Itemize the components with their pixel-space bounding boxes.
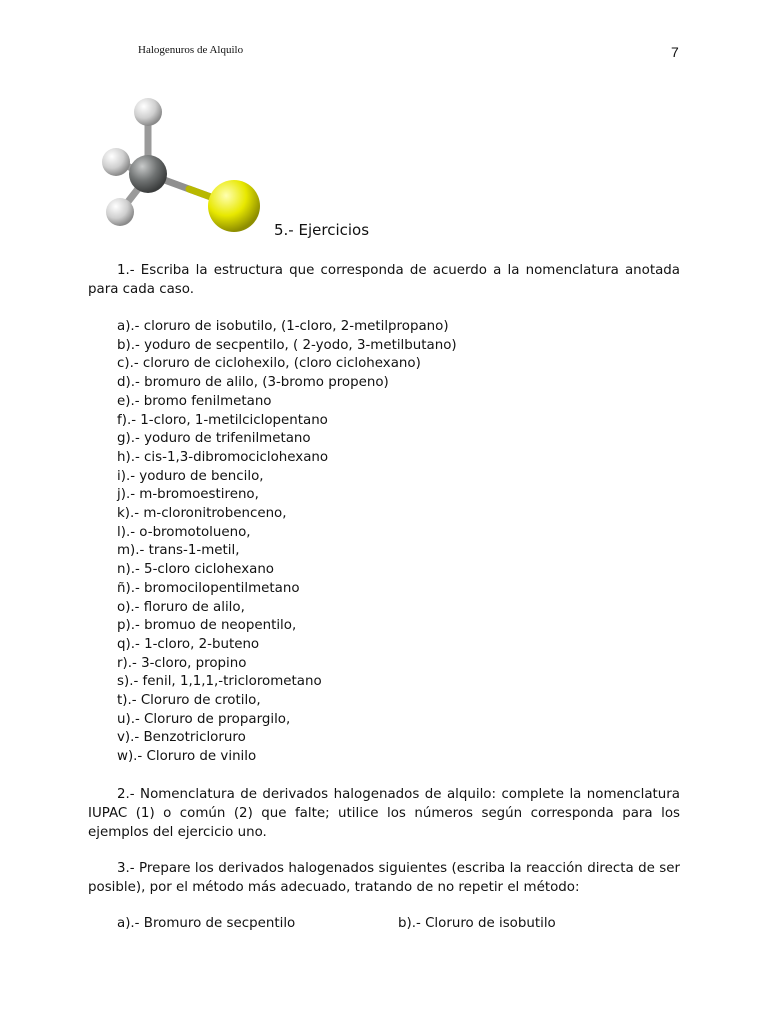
exercise-3-instructions	[88, 859, 680, 897]
list-item: e).- bromo fenilmetano	[117, 393, 272, 409]
exercise-2-instructions	[88, 785, 680, 842]
list-item: u).- Cloruro de propargilo,	[117, 711, 291, 727]
exercise-3-text: 3.- Prepare los derivados halogenados siguientes (escriba la reacción directa de ser posible), por el método más adecuado, tratando de no repetir el método:	[88, 861, 680, 895]
hydrogen-atom-left	[102, 148, 130, 176]
molecule-3d-model	[92, 94, 272, 240]
exercise-1-text: 1.- Escriba la estructura que corresponda de acuerdo a la nomenclatura anotada para cada caso.	[88, 263, 680, 297]
list-item: i).- yoduro de bencilo,	[117, 468, 264, 484]
list-item: q).- 1-cloro, 2-buteno	[117, 636, 260, 652]
exercise-3-option-b: b).- Cloruro de isobutilo	[398, 916, 556, 931]
list-item: t).- Cloruro de crotilo,	[117, 693, 261, 709]
carbon-atom	[129, 155, 167, 193]
list-item: c).- cloruro de ciclohexilo, (cloro ciclohexano)	[117, 356, 421, 372]
list-item: m).- trans-1-metil,	[117, 543, 240, 559]
exercise-3-option-a: a).- Bromuro de secpentilo	[117, 916, 296, 931]
list-item: p).- bromuo de neopentilo,	[117, 618, 297, 634]
exercise-2-text: 2.- Nomenclatura de derivados halogenados de alquilo: complete la nomenclatura IUPAC (1) o común (2) que falte; utilice los números según corresponda para los ejemplos del ejercicio uno.	[88, 787, 680, 840]
list-item: h).- cis-1,3-dibromociclohexano	[117, 449, 329, 465]
list-item: w).- Cloruro de vinilo	[117, 749, 257, 765]
list-item: k).- m-cloronitrobenceno,	[117, 506, 287, 522]
page-number: 7	[671, 44, 679, 60]
list-item: o).- floruro de alilo,	[117, 599, 245, 615]
hydrogen-atom-bottom	[106, 198, 134, 226]
exercise-1-instructions	[88, 261, 680, 299]
list-item: g).- yoduro de trifenilmetano	[117, 431, 311, 447]
header-title: Halogenuros de Alquilo	[138, 44, 244, 56]
list-item: a).- cloruro de isobutilo, (1-cloro, 2-metilpropano)	[117, 319, 449, 334]
list-item: j).- m-bromoestireno,	[117, 487, 259, 503]
halogen-atom	[208, 180, 260, 232]
list-item: l).- o-bromotolueno,	[117, 524, 251, 540]
list-item: f).- 1-cloro, 1-metilciclopentano	[117, 412, 328, 428]
list-item: ñ).- bromocilopentilmetano	[117, 580, 300, 596]
list-item: v).- Benzotricloruro	[117, 730, 246, 746]
list-item: d).- bromuro de alilo, (3-bromo propeno)	[117, 375, 389, 391]
list-item: s).- fenil, 1,1,1,-triclorometano	[117, 674, 322, 690]
list-item: b).- yoduro de secpentilo, ( 2-yodo, 3-metilbutano)	[117, 337, 457, 353]
list-item: n).- 5-cloro ciclohexano	[117, 562, 274, 578]
exercise-1-list	[117, 318, 457, 767]
list-item: r).- 3-cloro, propino	[117, 655, 247, 671]
hydrogen-atom-top	[134, 98, 162, 126]
section-title: 5.- Ejercicios	[274, 221, 370, 239]
